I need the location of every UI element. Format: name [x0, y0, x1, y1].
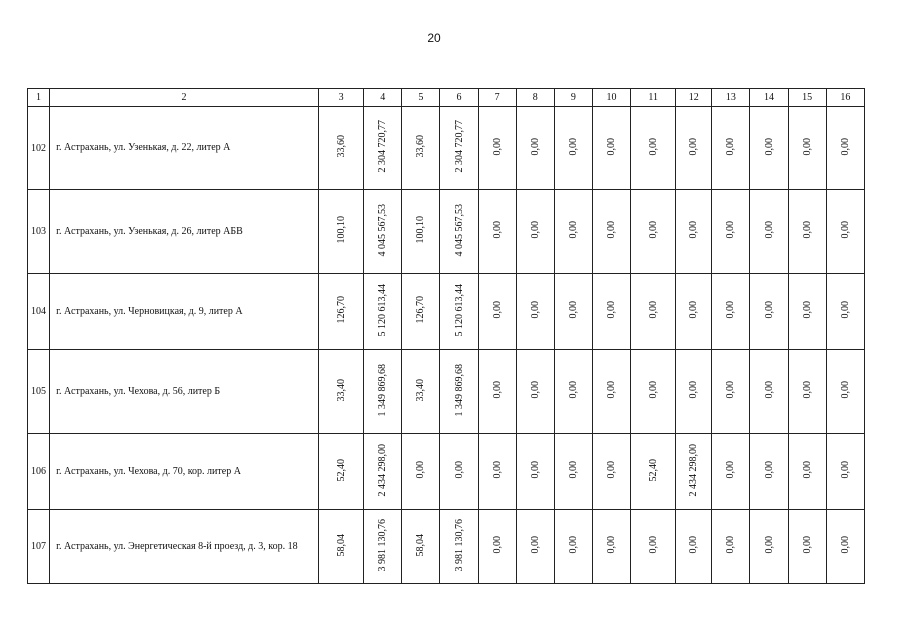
column-header: 12 [676, 89, 712, 107]
value-text: 0,00 [415, 461, 427, 479]
value-cell [676, 107, 712, 190]
value-text: 0,00 [491, 536, 503, 554]
value-text: 58,04 [335, 533, 347, 557]
value-text: 0,00 [725, 381, 737, 399]
value-cell [750, 434, 788, 510]
value-cell [631, 274, 676, 350]
value-cell [631, 350, 676, 434]
value-text: 0,00 [839, 381, 851, 399]
column-header: 10 [592, 89, 630, 107]
value-text: 58,04 [415, 533, 427, 557]
value-text: 0,00 [763, 221, 775, 239]
column-header: 11 [631, 89, 676, 107]
value-text: 5 120 613,44 [377, 283, 389, 337]
value-cell [478, 434, 516, 510]
value-text: 0,00 [839, 461, 851, 479]
value-text: 3 981 130,76 [453, 518, 465, 572]
value-text: 0,00 [763, 137, 775, 156]
value-cell [712, 510, 750, 584]
value-cell [554, 510, 592, 584]
value-cell [516, 434, 554, 510]
value-text: 1 349 869,68 [453, 363, 465, 417]
column-header: 16 [826, 89, 864, 107]
value-cell [788, 434, 826, 510]
row-number: 106 [28, 434, 50, 510]
value-text: 5 120 613,44 [453, 283, 465, 337]
value-text: 0,00 [688, 536, 700, 554]
value-cell [631, 510, 676, 584]
value-cell [440, 274, 478, 350]
value-cell [826, 274, 864, 350]
value-text: 0,00 [725, 301, 737, 319]
value-cell [631, 434, 676, 510]
value-text: 0,00 [839, 301, 851, 319]
value-cell [554, 107, 592, 190]
value-cell [516, 350, 554, 434]
value-cell [319, 350, 364, 434]
value-cell [826, 510, 864, 584]
table-row [28, 107, 865, 190]
value-text: 2 304 720,77 [377, 120, 389, 173]
value-cell [440, 107, 478, 190]
value-cell [516, 190, 554, 274]
value-text: 0,00 [567, 221, 579, 239]
value-cell [402, 510, 440, 584]
value-text: 0,00 [567, 137, 579, 156]
value-text: 100,10 [415, 216, 427, 244]
column-header: 1 [28, 89, 50, 107]
value-text: 0,00 [606, 381, 617, 399]
value-text: 52,40 [647, 458, 659, 482]
column-header: 15 [788, 89, 826, 107]
value-cell [750, 107, 788, 190]
column-header: 6 [440, 89, 478, 107]
value-text: 0,00 [839, 137, 851, 156]
row-number: 107 [28, 510, 50, 584]
value-text: 0,00 [453, 461, 465, 479]
value-text: 0,00 [801, 137, 813, 156]
value-cell [516, 274, 554, 350]
value-cell [364, 350, 402, 434]
value-text: 0,00 [801, 221, 813, 239]
value-text: 0,00 [647, 221, 659, 239]
value-cell [478, 107, 516, 190]
header-row [28, 89, 865, 107]
page-number: 20 [427, 31, 441, 45]
address-cell: г. Астрахань, ул. Узенькая, д. 22, литер А [50, 107, 319, 190]
value-text: 33,40 [335, 378, 347, 402]
value-cell [592, 510, 630, 584]
value-cell [402, 350, 440, 434]
value-cell [750, 350, 788, 434]
value-text: 0,00 [491, 301, 503, 319]
value-cell [592, 350, 630, 434]
value-text: 0,00 [529, 381, 541, 399]
value-text: 33,60 [415, 135, 427, 158]
table-row [28, 350, 865, 434]
value-cell [402, 434, 440, 510]
value-text: 126,70 [335, 296, 347, 324]
value-text: 0,00 [529, 221, 541, 239]
value-cell [364, 190, 402, 274]
value-cell [592, 190, 630, 274]
value-cell [826, 434, 864, 510]
value-text: 4 045 567,53 [377, 203, 389, 257]
value-cell [402, 190, 440, 274]
value-text: 0,00 [801, 536, 813, 554]
value-text: 0,00 [763, 536, 775, 554]
column-header: 7 [478, 89, 516, 107]
value-text: 0,00 [529, 536, 541, 554]
value-text: 0,00 [725, 221, 737, 239]
table-row [28, 434, 865, 510]
data-table [27, 88, 865, 584]
value-text: 33,60 [335, 135, 347, 158]
value-text: 0,00 [688, 301, 700, 319]
value-cell [826, 190, 864, 274]
value-cell [478, 190, 516, 274]
value-text: 0,00 [801, 461, 813, 479]
value-text: 0,00 [763, 301, 775, 319]
value-cell [478, 350, 516, 434]
value-text: 0,00 [567, 301, 579, 319]
value-cell [554, 274, 592, 350]
value-text: 0,00 [725, 536, 737, 554]
value-cell [319, 510, 364, 584]
value-text: 1 349 869,68 [377, 363, 389, 417]
value-text: 0,00 [688, 221, 700, 239]
value-cell [676, 350, 712, 434]
table-row [28, 510, 865, 584]
value-text: 0,00 [688, 381, 700, 399]
value-cell [788, 350, 826, 434]
value-text: 3 981 130,76 [377, 518, 389, 572]
value-text: 0,00 [763, 461, 775, 479]
value-text: 0,00 [606, 221, 617, 239]
value-text: 0,00 [491, 221, 503, 239]
value-cell [676, 190, 712, 274]
value-text: 0,00 [647, 137, 659, 156]
value-cell [364, 510, 402, 584]
value-text: 0,00 [763, 381, 775, 399]
table-row [28, 274, 865, 350]
value-text: 0,00 [567, 461, 579, 479]
value-text: 0,00 [725, 137, 737, 156]
value-text: 0,00 [688, 137, 700, 156]
value-cell [592, 434, 630, 510]
address-cell: г. Астрахань, ул. Чехова, д. 70, кор. литер А [50, 434, 319, 510]
value-cell [440, 350, 478, 434]
value-text: 0,00 [606, 536, 617, 554]
row-number: 105 [28, 350, 50, 434]
value-text: 0,00 [529, 301, 541, 319]
value-text: 100,10 [335, 216, 347, 244]
value-text: 2 304 720,77 [453, 120, 465, 173]
value-text: 0,00 [567, 381, 579, 399]
address-cell: г. Астрахань, ул. Узенькая, д. 26, литер АБВ [50, 190, 319, 274]
value-cell [440, 434, 478, 510]
address-cell: г. Астрахань, ул. Черновицкая, д. 9, литер А [50, 274, 319, 350]
value-cell [402, 107, 440, 190]
value-text: 0,00 [606, 301, 617, 319]
value-text: 0,00 [567, 536, 579, 554]
value-text: 0,00 [647, 301, 659, 319]
value-cell [516, 510, 554, 584]
value-cell [319, 107, 364, 190]
value-text: 0,00 [801, 301, 813, 319]
column-header: 5 [402, 89, 440, 107]
value-cell [631, 107, 676, 190]
value-text: 0,00 [606, 461, 617, 479]
value-cell [402, 274, 440, 350]
value-text: 33,40 [415, 378, 427, 402]
value-cell [592, 107, 630, 190]
value-cell [712, 190, 750, 274]
value-cell [788, 107, 826, 190]
value-cell [712, 434, 750, 510]
column-header: 13 [712, 89, 750, 107]
value-cell [676, 434, 712, 510]
value-cell [319, 434, 364, 510]
column-header: 9 [554, 89, 592, 107]
value-cell [712, 350, 750, 434]
row-number: 104 [28, 274, 50, 350]
value-cell [750, 274, 788, 350]
value-cell [788, 190, 826, 274]
value-text: 0,00 [529, 461, 541, 479]
value-cell [319, 190, 364, 274]
value-cell [364, 107, 402, 190]
value-text: 0,00 [801, 381, 813, 399]
value-cell [478, 274, 516, 350]
value-cell [554, 190, 592, 274]
value-cell [440, 510, 478, 584]
value-cell [788, 510, 826, 584]
value-cell [364, 274, 402, 350]
value-cell [750, 510, 788, 584]
column-header: 4 [364, 89, 402, 107]
value-text: 4 045 567,53 [453, 203, 465, 257]
value-text: 0,00 [606, 137, 617, 156]
value-cell [712, 274, 750, 350]
value-cell [676, 274, 712, 350]
value-text: 0,00 [647, 536, 659, 554]
value-text: 0,00 [839, 221, 851, 239]
value-cell [712, 107, 750, 190]
address-cell: г. Астрахань, ул. Чехова, д. 56, литер Б [50, 350, 319, 434]
value-cell [592, 274, 630, 350]
value-text: 0,00 [529, 137, 541, 156]
value-text: 0,00 [491, 137, 503, 156]
value-text: 2 434 298,00 [688, 443, 700, 497]
row-number: 102 [28, 107, 50, 190]
value-text: 0,00 [491, 381, 503, 399]
column-header: 8 [516, 89, 554, 107]
value-text: 2 434 298,00 [377, 443, 389, 497]
value-cell [364, 434, 402, 510]
value-text: 0,00 [491, 461, 503, 479]
value-text: 52,40 [335, 458, 347, 482]
value-cell [750, 190, 788, 274]
value-text: 0,00 [647, 381, 659, 399]
value-cell [554, 434, 592, 510]
value-text: 126,70 [415, 296, 427, 324]
row-number: 103 [28, 190, 50, 274]
value-cell [826, 107, 864, 190]
column-header: 3 [319, 89, 364, 107]
value-cell [826, 350, 864, 434]
value-cell [554, 350, 592, 434]
value-cell [631, 190, 676, 274]
value-cell [440, 190, 478, 274]
address-cell: г. Астрахань, ул. Энергетическая 8-й проезд, д. 3, кор. 18 [50, 510, 319, 584]
value-cell [319, 274, 364, 350]
column-header: 2 [50, 89, 319, 107]
value-text: 0,00 [839, 536, 851, 554]
value-text: 0,00 [725, 461, 737, 479]
value-cell [478, 510, 516, 584]
value-cell [676, 510, 712, 584]
value-cell [516, 107, 554, 190]
column-header: 14 [750, 89, 788, 107]
table-row [28, 190, 865, 274]
value-cell [788, 274, 826, 350]
